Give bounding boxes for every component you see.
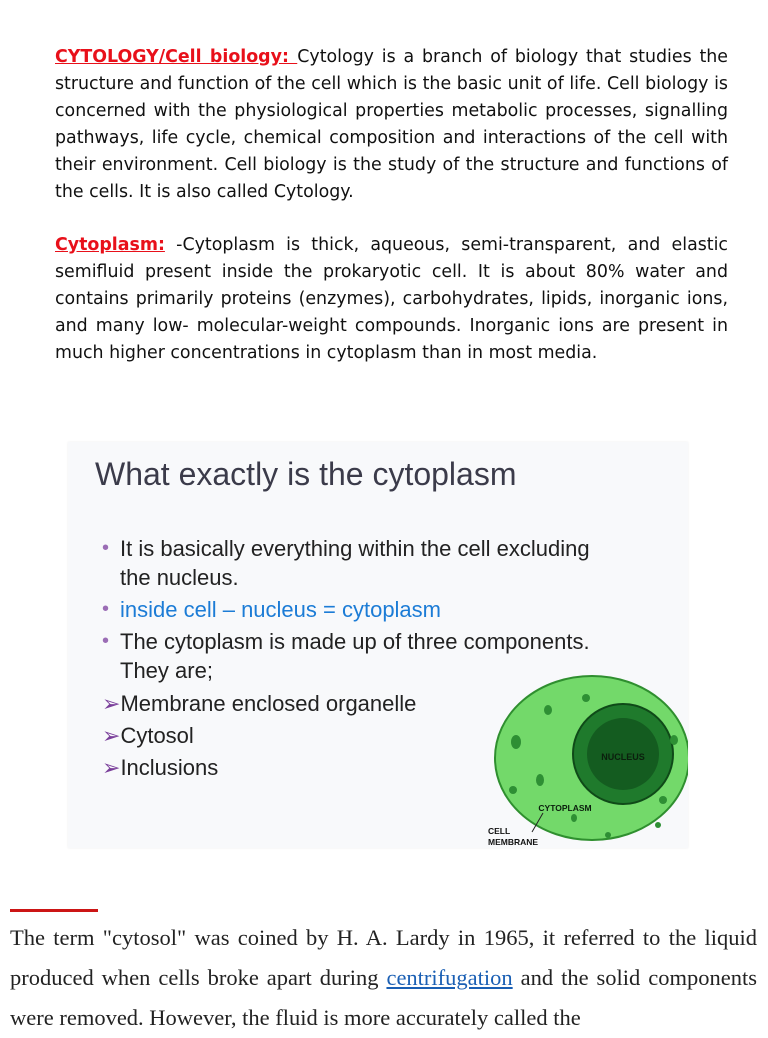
arrow-bullet-icon: ➢	[102, 755, 121, 780]
organelle-dot	[571, 814, 577, 822]
membrane-label-1: CELL	[488, 826, 511, 836]
membrane-label-2: MEMBRANE	[488, 837, 539, 847]
organelle-dot	[509, 786, 517, 794]
red-divider	[10, 909, 98, 912]
cytoplasm-text: -Cytoplasm is thick, aqueous, semi-transparent, and elastic semifluid present inside the prokaryotic cell. It is about 80% water and contains primarily proteins (enzymes), carbohydrates, lipids, inorganic ions, and many low- molecular-weight compounds. Inorganic ions are present in much higher concentrations in cytoplasm than in most media.	[55, 235, 728, 363]
organelle-dot	[670, 735, 678, 745]
component-item: ➢Membrane enclosed organelle	[102, 691, 417, 716]
organelle-dot	[511, 735, 521, 749]
slide-bullet-3: • The cytoplasm is made up of three components. They are;	[102, 629, 590, 683]
cytology-heading: CYTOLOGY/Cell biology:	[55, 47, 298, 67]
organelle-dot	[544, 705, 552, 715]
slide-bullet-1: • It is basically everything within the cell excluding the nucleus.	[102, 536, 590, 590]
arrow-bullet-icon: ➢	[102, 691, 121, 716]
bullet-dot-icon: •	[102, 630, 110, 652]
cytoplasm-label: CYTOPLASM	[538, 803, 592, 813]
component-item: ➢Cytosol	[102, 723, 194, 748]
cytoplasm-slide-image	[68, 442, 688, 848]
component-item: ➢Inclusions	[102, 755, 219, 780]
slide-bullet-2: • inside cell – nucleus = cytoplasm	[102, 597, 441, 622]
cytosol-paragraph: The term "cytosol" was coined by H. A. Lardy in 1965, it referred to the liquid produced when cells broke apart during centrifugation and the solid components were removed. However, the fluid is more accurately called the	[10, 925, 758, 1030]
organelle-dot	[659, 796, 667, 804]
cell-diagram	[488, 670, 688, 850]
organelle-dot	[605, 832, 611, 838]
bullet-dot-icon: •	[102, 598, 110, 620]
organelle-dot	[582, 694, 590, 702]
organelle-dot	[536, 774, 544, 786]
cytoplasm-paragraph	[55, 232, 728, 367]
cytoplasm-heading: Cytoplasm:	[55, 235, 165, 255]
centrifugation-link[interactable]: centrifugation	[386, 965, 513, 990]
nucleus-label: NUCLEUS	[601, 752, 645, 762]
arrow-bullet-icon: ➢	[102, 723, 121, 748]
slide-title: What exactly is the cytoplasm	[95, 456, 517, 492]
cytology-text: Cytology is a branch of biology that studies the structure and function of the cell which is the basic unit of life. Cell biology is concerned with the physiological properties metabolic processes, signalling pathways, life cycle, chemical composition and interactions of the cell with their environment. Cell biology is the study of the structure and functions of the cells. It is also called Cytology.	[55, 47, 728, 202]
organelle-dot	[655, 822, 661, 828]
bullet-dot-icon: •	[102, 537, 110, 559]
cytology-paragraph	[55, 44, 728, 206]
